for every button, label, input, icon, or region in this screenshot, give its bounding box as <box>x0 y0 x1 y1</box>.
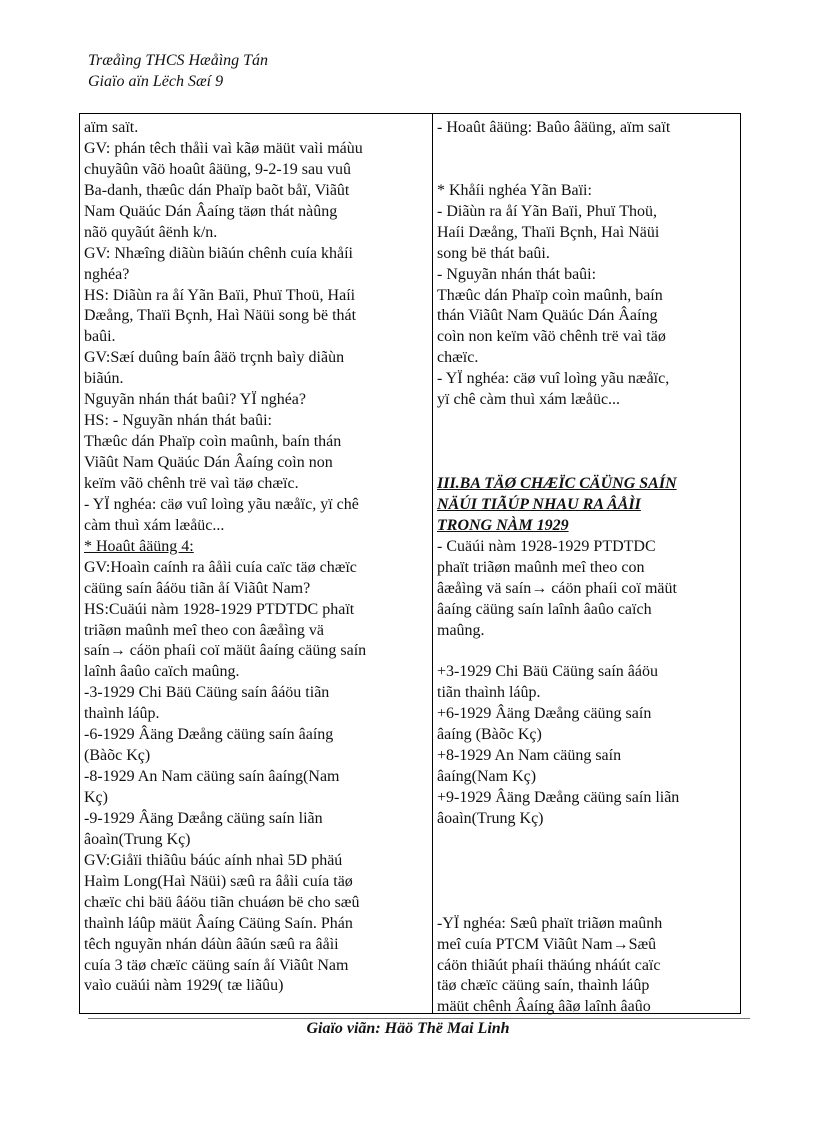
text-line: vaìo cuäúi nàm 1929( tæ liãûu) <box>84 977 284 995</box>
text-line <box>437 641 737 662</box>
text-line: laînh âaûo caïch maûng. <box>84 663 240 681</box>
text-line: keïm vãö chênh trë vaì täø chæïc. <box>84 474 299 492</box>
text-line: - Diãùn ra åí Yãn Baïi, Phuï Thoü, <box>437 202 657 220</box>
text-line: biãún. <box>84 370 124 388</box>
text-line: -9-1929 Âäng Dæång cäüng saín liãn <box>84 809 323 827</box>
text-line: nãö quyãút âënh k/n. <box>84 223 218 241</box>
text-line: Thæûc dán Phaïp coìn maûnh, baín thán <box>84 433 342 451</box>
lesson-content-column <box>437 118 737 1018</box>
text-line: -3-1929 Chi Bäü Cäüng saín âáöu tiãn <box>84 684 330 702</box>
text-line: âaíng (Bàõc Kç) <box>437 726 542 744</box>
text-line <box>437 160 737 181</box>
text-line: song bë thát baûi. <box>437 244 550 262</box>
text-line: GV:Hoaìn caính ra âåìi cuía caïc täø chæïc <box>84 558 357 576</box>
text-line: GV: phán têch thåìi vaì kãø mäüt vaìi máùu <box>84 139 363 157</box>
text-line: cáön thiãút phaíi thäúng nháút caïc <box>437 956 661 974</box>
subject-title: Giaïo aïn Lëch Sæí 9 <box>88 73 224 90</box>
text-line <box>437 851 737 872</box>
text-line <box>437 432 737 453</box>
text-line: - YÏ nghéa: cäø vuî loìng yãu næåïc, <box>437 370 670 388</box>
text-line: meî cuía PTCM Viãût Nam→Sæû <box>437 935 657 953</box>
text-line: Haìm Long(Haì Näüi) sæû ra âåìi cuía täø <box>84 872 353 890</box>
text-line: baûi. <box>84 328 116 346</box>
footer-divider <box>88 1018 750 1019</box>
text-line: chæïc. <box>437 349 479 367</box>
text-line: * Khåíi nghéa Yãn Baïi: <box>437 181 592 199</box>
text-line: Thæûc dán Phaïp coìn maûnh, baín <box>437 286 663 304</box>
text-line: HS:Cuäúi nàm 1928-1929 PTDTDC phaït <box>84 600 355 618</box>
text-line: -YÏ nghéa: Sæû phaït triãøn maûnh <box>437 914 663 932</box>
text-line: Dæång, Thaïi Bçnh, Haì Näüi song bë thát <box>84 307 357 325</box>
text-line: coìn non keïm vãö chênh trë vaì täø <box>437 328 666 346</box>
text-line: GV:Sæí duûng baín âäö trçnh baìy diãùn <box>84 349 345 367</box>
text-line: - Nguyãn nhán thát baûi: <box>437 265 597 283</box>
text-line: têch nguyãn nhán dáùn âãún sæû ra âåìi <box>84 935 339 953</box>
text-line: tiãn thaình láûp. <box>437 684 541 702</box>
text-line: cuía 3 täø chæïc cäüng saín åí Viãût Nam <box>84 956 349 974</box>
text-line: yï chê càm thuì xám læåüc... <box>437 391 621 409</box>
text-line: HS: Diãùn ra åí Yãn Baïi, Phuï Thoü, Haíi <box>84 286 356 304</box>
text-line: âoaìn(Trung Kç) <box>84 830 191 848</box>
text-line: (Bàõc Kç) <box>84 747 151 765</box>
text-line <box>437 139 737 160</box>
text-line: nghéa? <box>84 265 130 283</box>
text-line: TRONG NÀM 1929 <box>437 516 569 534</box>
text-line: - Cuäúi nàm 1928-1929 PTDTDC <box>437 537 656 555</box>
text-line: thán Viãût Nam Quäúc Dán Âaíng <box>437 307 658 325</box>
text-line: aïm saït. <box>84 119 139 136</box>
text-line: Kç) <box>84 789 108 806</box>
teacher-activity-column <box>84 118 429 997</box>
text-line: âoaìn(Trung Kç) <box>437 809 544 827</box>
text-line: GV: Nhæîng diãùn biãún chênh cuía khåíi <box>84 244 353 262</box>
text-line: täø chæïc cäüng saín, thaình láûp <box>437 977 650 995</box>
text-line: III.BA TÄØ CHÆÏC CÄÜNG SAÍN <box>437 474 677 492</box>
text-line <box>437 411 737 432</box>
text-line: Haíi Dæång, Thaïi Bçnh, Haì Näüi <box>437 223 660 241</box>
text-line: -6-1929 Âäng Dæång cäüng saín âaíng <box>84 726 334 744</box>
text-line: +9-1929 Âäng Dæång cäüng saín liãn <box>437 789 680 806</box>
text-line: Viãût Nam Quäúc Dán Âaíng coìn non <box>84 454 333 471</box>
text-line: Nam Quäúc Dán Âaíng täøn thát nàûng <box>84 202 338 220</box>
text-line: +6-1929 Âäng Dæång cäüng saín <box>437 705 652 723</box>
text-line: chæïc chi bäü âáöu tiãn chuáøn bë cho sæû <box>84 893 360 911</box>
text-line: HS: - Nguyãn nhán thát baûi: <box>84 412 272 430</box>
text-line: maûng. <box>437 621 485 639</box>
text-line: chuyãûn vãö hoaût âäüng, 9-2-19 sau vuû <box>84 160 352 178</box>
text-line: âæåìng vä saín→ cáön phaíi coï mäüt <box>437 579 677 597</box>
text-line: Nguyãn nhán thát baûi? YÏ nghéa? <box>84 391 306 409</box>
text-line <box>437 872 737 893</box>
text-line: phaït triãøn maûnh meî theo con <box>437 558 645 576</box>
text-line: Ba-danh, thæûc dán Phaïp baõt båï, Viãût <box>84 181 350 199</box>
text-line: +8-1929 An Nam cäüng saín <box>437 747 622 765</box>
teacher-footer: Giaïo viãn: Häö Thë Mai Linh <box>306 1020 510 1037</box>
text-line: càm thuì xám læåüc... <box>84 516 225 534</box>
text-line <box>437 453 737 474</box>
text-line: triãøn maûnh meî theo con âæåìng vä <box>84 621 324 639</box>
text-line: âaíng cäüng saín laînh âaûo caïch <box>437 600 652 618</box>
text-line: GV:Giåïi thiãûu báúc aính nhaì 5D phäú <box>84 851 343 869</box>
text-line: cäüng saín âáöu tiãn åí Viãût Nam? <box>84 579 311 597</box>
lesson-table <box>79 113 741 1014</box>
text-line <box>437 830 737 851</box>
text-line: saín→ cáön phaíi coï mäüt âaíng cäüng saín <box>84 642 367 660</box>
text-line: âaíng(Nam Kç) <box>437 768 537 786</box>
text-line: thaình láûp. <box>84 705 160 723</box>
column-divider <box>432 114 433 1013</box>
text-line: +3-1929 Chi Bäü Cäüng saín âáöu <box>437 663 658 681</box>
text-line: thaình láûp mäüt Âaíng Cäüng Saín. Phán <box>84 914 353 932</box>
text-line: - YÏ nghéa: cäø vuî loìng yãu næåïc, yï chê <box>84 495 359 513</box>
text-line: - Hoaût âäüng: Baûo âäüng, aïm saït <box>437 119 671 136</box>
text-line <box>437 893 737 914</box>
page-header <box>88 50 268 92</box>
text-line: NÄÚI TIÃÚP NHAU RA ÂÅÌI <box>437 495 641 513</box>
school-name: Træåìng THCS Hæåìng Tán <box>88 52 269 69</box>
text-line: mäüt chênh Âaíng âãø laînh âaûo <box>437 998 651 1016</box>
text-line: -8-1929 An Nam cäüng saín âaíng(Nam <box>84 768 340 786</box>
text-line: * Hoaût âäüng 4: <box>84 537 194 555</box>
